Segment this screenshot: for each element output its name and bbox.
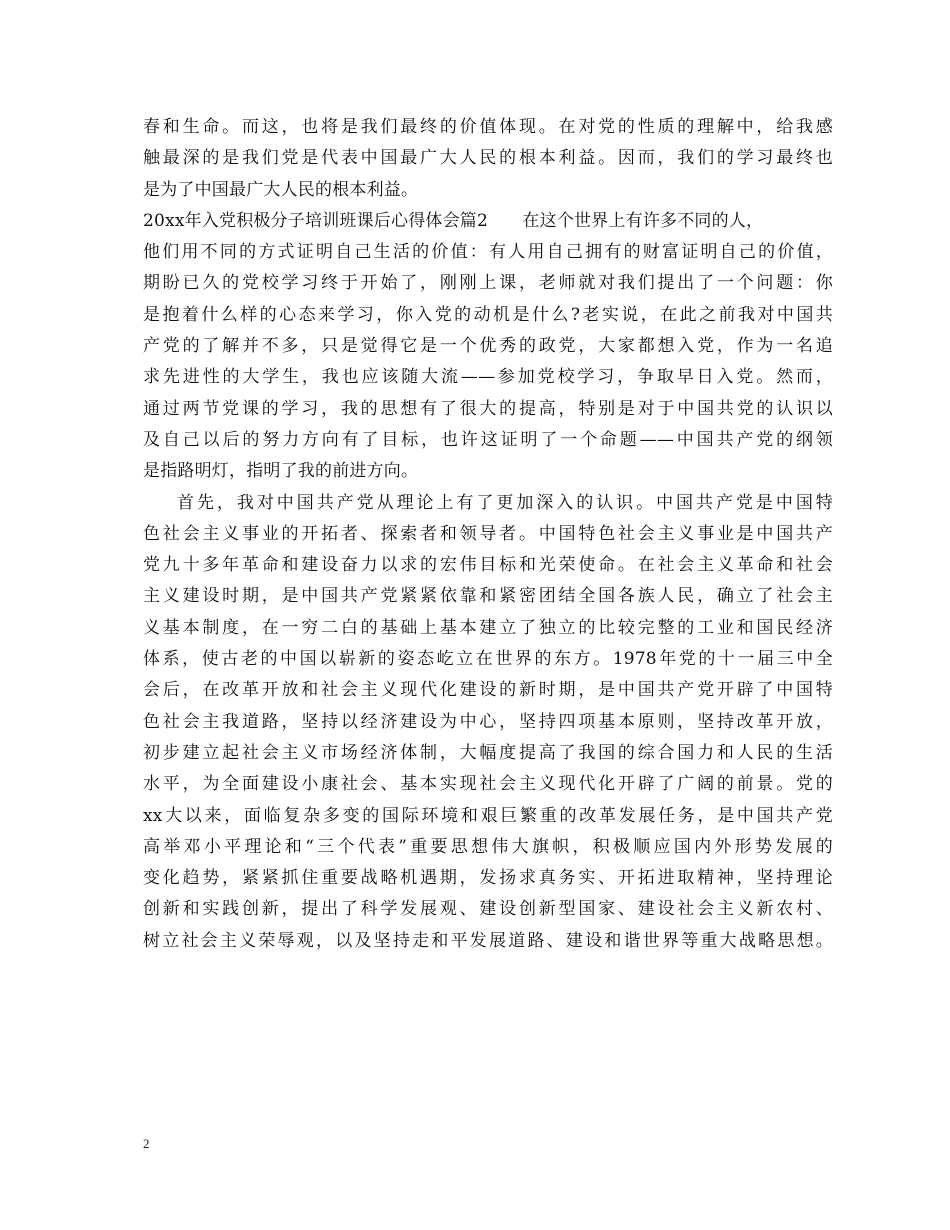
text-line-19: 会后，在改革开放和社会主义现代化建设的新时期，是中国共产党开辟了中国特: [143, 680, 833, 701]
text-line-21: 初步建立起社会主义市场经济体制，大幅度提高了我国的综合国力和人民的生活: [143, 742, 833, 763]
text-line-18: 体系，使古老的中国以崭新的姿态屹立在世界的东方。1978年党的十一届三中全: [143, 649, 833, 670]
text-line-22: 水平，为全面建设小康社会、基本实现社会主义现代化开辟了广阔的前景。党的: [143, 774, 833, 795]
text-line-13: 首先，我对中国共产党从理论上有了更加深入的认识。中国共产党是中国特: [177, 492, 833, 513]
text-line-8: 产党的了解并不多，只是觉得它是一个优秀的政党，大家都想入党，作为一名追: [143, 336, 833, 357]
page-number: 2: [143, 1136, 150, 1151]
text-line-10: 通过两节党课的学习，我的思想有了很大的提高，特别是对于中国共党的认识以: [143, 398, 833, 419]
text-line-7: 是抱着什么样的心态来学习，你入党的动机是什么?老实说，在此之前我对中国共: [143, 304, 833, 325]
text-line-1: 春和生命。而这，也将是我们最终的价值体现。在对党的性质的理解中，给我感: [143, 117, 833, 137]
text-line-2: 触最深的是我们党是代表中国最广大人民的根本利益。因而，我们的学习最终也: [143, 148, 833, 169]
text-line-16: 主义建设时期，是中国共产党紧紧依靠和紧密团结全国各族人民，确立了社会主: [143, 586, 833, 607]
text-line-11: 及自己以后的努力方向有了目标，也许这证明了一个命题——中国共产党的纲领: [143, 429, 833, 450]
text-line-27: 树立社会主义荣辱观，以及坚持走和平发展道路、建设和谐世界等重大战略思想。: [143, 930, 833, 951]
text-line-24: 高举邓小平理论和“三个代表”重要思想伟大旗帜，积极顺应国内外形势发展的: [143, 836, 833, 857]
text-line-6: 期盼已久的党校学习终于开始了，刚刚上课，老师就对我们提出了一个问题：你: [143, 273, 833, 294]
text-line-26: 创新和实践创新，提出了科学发展观、建设创新型国家、建设社会主义新农村、: [143, 899, 833, 920]
body-text: [143, 112, 833, 957]
text-line-15: 党九十多年革命和建设奋力以求的宏伟目标和光荣使命。在社会主义革命和社会: [143, 555, 833, 576]
text-line-4: 20xx年入党积极分子培训班课后心得体会篇2 在这个世界上有许多不同的人，: [143, 210, 764, 231]
text-line-14: 色社会主义事业的开拓者、探索者和领导者。中国特色社会主义事业是中国共产: [143, 523, 833, 544]
text-line-23: xx大以来，面临复杂多变的国际环境和艰巨繁重的改革发展任务，是中国共产党: [143, 805, 833, 826]
text-line-5: 他们用不同的方式证明自己生活的价值：有人用自己拥有的财富证明自己的价值，: [143, 242, 833, 263]
text-line-3: 是为了中国最广大人民的根本利益。: [143, 179, 419, 200]
text-line-12: 是指路明灯，指明了我的前进方向。: [143, 461, 419, 482]
text-line-25: 变化趋势，紧紧抓住重要战略机遇期，发扬求真务实、开拓进取精神，坚持理论: [143, 868, 833, 889]
text-line-20: 色社会主我道路，坚持以经济建设为中心，坚持四项基本原则，坚持改革开放，: [143, 711, 833, 732]
text-line-9: 求先进性的大学生，我也应该随大流——参加党校学习，争取早日入党。然而，: [143, 367, 833, 388]
text-line-17: 义基本制度，在一穷二白的基础上基本建立了独立的比较完整的工业和国民经济: [143, 617, 833, 638]
